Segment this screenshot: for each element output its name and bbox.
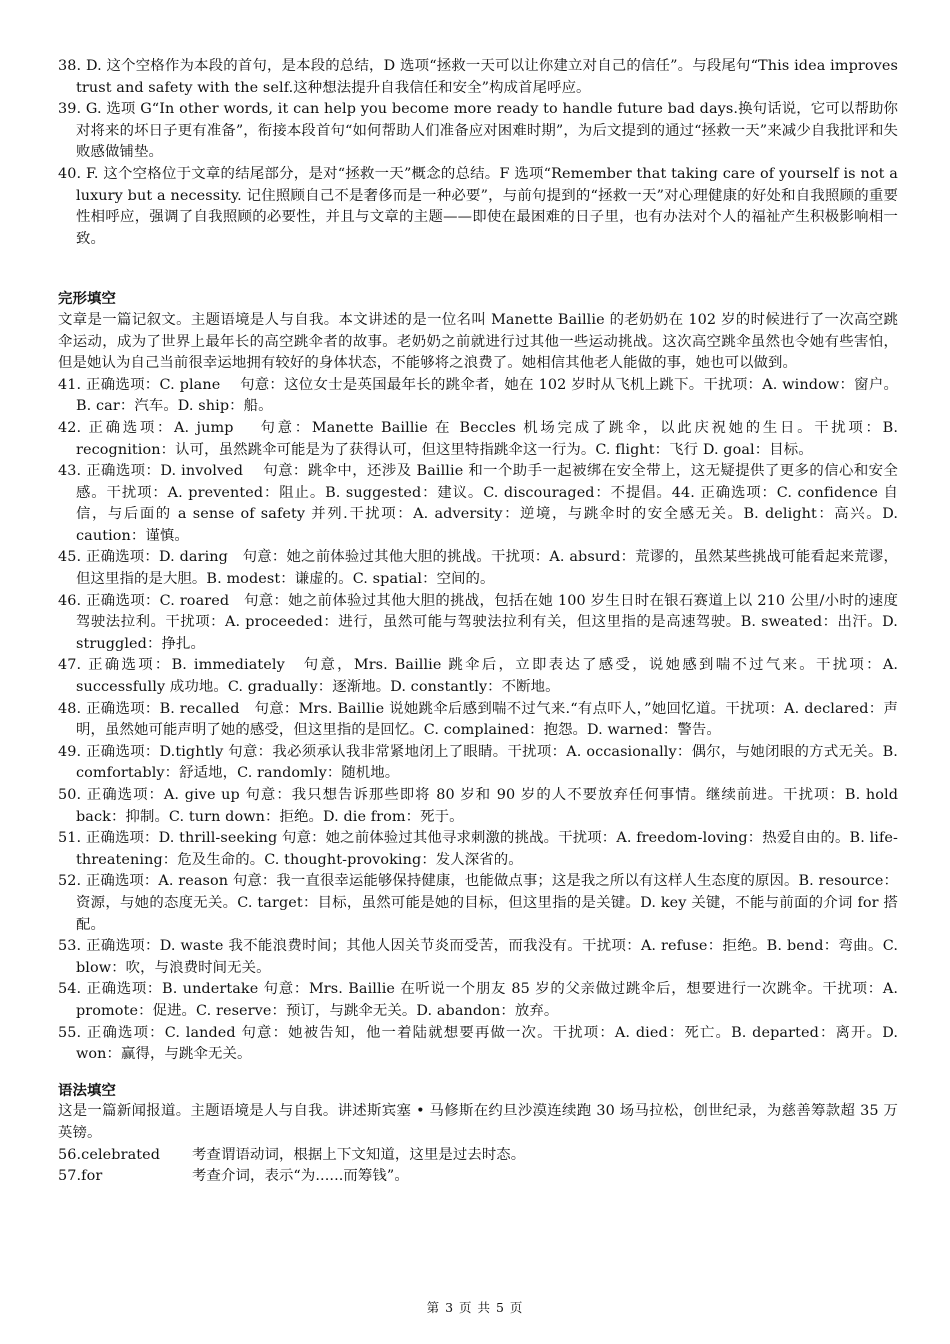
answer-50: 50. 正确选项：A. give up 句意：我只想告诉那些即将 80 岁和 90 岁的人不要放弃任何事情。继续前进。干扰项：B. hold back：抑制。C. turn down：拒绝。D. die from：死于。	[58, 787, 899, 825]
page-number: 第 3 页 共 5 页	[426, 1300, 524, 1315]
cloze-title: 完形填空	[58, 290, 116, 308]
answer-51: 51. 正确选项：D. thrill-seeking 句意：她之前体验过其他寻求刺激的挑战。干扰项：A. freedom-loving：热爱自由的。B. life-threatening：危及生命的。C. thought-provoking：发人深省的。	[58, 830, 898, 868]
grammar-section	[58, 1080, 898, 1188]
answer-39: 39. G. 选项 G“In other words, it can help you become more ready to handle future bad days.换句话说，它可以帮助你对将来的坏日子更有准备”，衔接本段首句“如何帮助人们准备应对困难时期”，为后文提到的通过“拯救一天”来减少自我批评和失败感做铺垫。	[58, 101, 898, 161]
answer-43-44: 43. 正确选项：D. involved 句意：跳伞中，还涉及 Baillie 和一个助手一起被绑在安全带上，这无疑提供了更多的信心和安全感。干扰项：A. prevented：阻止。B. suggested：建议。C. discouraged：不提倡。44. 正确选项：C. confidence 自信，与后面的 a sense of safety 并列.干扰项：A. adversity：逆境，与跳伞时的安全感无关。B. delight：高兴。D. caution：谨慎。	[58, 463, 898, 544]
answer-47: 47. 正确选项：B. immediately 句意，Mrs. Baillie 跳伞后，立即表达了感受，说她感到喘不过气来。干扰项：A. successfully 成功地。C. gradually：逐渐地。D. constantly：不断地。	[58, 657, 898, 696]
answer-48: 48. 正确选项：B. recalled 句意：Mrs. Baillie 说她跳伞后感到喘不过气来.“有点吓人，”她回忆道。干扰项：A. declared：声明，虽然她可能声明了她的感受，但这里指的是回忆。C. complained：抱怨。D. warned：警告。	[58, 700, 898, 739]
answer-49: 49. 正确选项：D.tightly 句意：我必须承认我非常紧地闭上了眼睛。干扰项：A. occasionally：偶尔，与她闭眼的方式无关。B. comfortably：舒适地，C. randomly：随机地。	[58, 743, 898, 782]
reading-answers	[58, 56, 898, 250]
grammar-key: 56.celebrated	[58, 1146, 161, 1163]
answer-46: 46. 正确选项：C. roared 句意：她之前体验过其他大胆的挑战，包括在她 100 岁生日时在银石赛道上以 210 公里/小时的速度驾驶法拉利。干扰项：A. proceeded：进行，虽然可能与驾驶法拉利有关，但这里指的是高速驾驶。B. sweated：出汗。D. struggled：挣扎。	[58, 592, 898, 652]
document-body	[58, 56, 898, 1188]
answer-45: 45. 正确选项：D. daring 句意：她之前体验过其他大胆的挑战。干扰项：A. absurd：荒谬的，虽然某些挑战可能看起来荒谬，但这里指的是大胆。B. modest：谦虚的。C. spatial：空间的。	[58, 549, 898, 588]
answer-55: 55. 正确选项：C. landed 句意：她被告知，他一着陆就想要再做一次。干扰项：A. died：死亡。B. departed：离开。D. won：赢得，与跳伞无关。	[58, 1024, 898, 1063]
answer-38: 38. D. 这个空格作为本段的首句，是本段的总结，D 选项“拯救一天可以让你建立对自己的信任”。与段尾句“This idea improves trust and safety with the self.这种想法提升自我信任和安全”构成首尾呼应。	[58, 58, 898, 96]
answer-41: 41. 正确选项：C. plane 句意：这位女士是英国最年长的跳伞者，她在 102 岁时从飞机上跳下。干扰项：A. window：窗户。B. car：汽车。D. ship：船。	[58, 376, 898, 415]
answer-42: 42. 正确选项：A. jump 句意：Manette Baillie 在 Beccles 机场完成了跳伞，以此庆祝她的生日。干扰项：B. recognition：认可，虽然跳伞可能是为了获得认可，但这里特指跳伞这一行为。C. flight：飞行 D. goal：目标。	[58, 419, 898, 458]
grammar-row-56	[58, 1145, 898, 1167]
grammar-row-57	[58, 1166, 898, 1188]
grammar-title: 语法填空	[58, 1081, 116, 1099]
cloze-section	[58, 288, 898, 1065]
grammar-key: 57.for	[58, 1168, 103, 1185]
grammar-explanation: 考查谓语动词，根据上下文知道，这里是过去时态。	[192, 1146, 526, 1163]
answer-54: 54. 正确选项：B. undertake 句意：Mrs. Baillie 在听说一个朋友 85 岁的父亲做过跳伞后，想要进行一次跳伞。干扰项：A. promote：促进。C. reserve：预订，与跳伞无关。D. abandon：放弃。	[58, 981, 898, 1019]
grammar-explanation: 考查介词，表示“为......而筹钱”。	[192, 1168, 409, 1185]
answer-53: 53. 正确选项：D. waste 我不能浪费时间；其他人因关节炎而受苦，而我没有。干扰项：A. refuse：拒绝。B. bend：弯曲。C. blow：吹，与浪费时间无关。	[58, 938, 898, 976]
cloze-intro: 文章是一篇记叙文。主题语境是人与自我。本文讲述的是一位名叫 Manette Baillie 的老奶奶在 102 岁的时候进行了一次高空跳伞运动，成为了世界上最年长的高空跳伞者的故事。老奶奶之前就进行过其他一些运动挑战。这次高空跳伞虽然也令她有些害怕，但是她认为自己当前很幸运地拥有较好的身体状态，不能够将之浪费了。她相信其他老人能做的事，她也可以做到。	[58, 311, 898, 372]
answer-52: 52. 正确选项：A. reason 句意：我一直很幸运能够保持健康，也能做点事；这是我之所以有这样人生态度的原因。B. resource：资源，与她的态度无关。C. target：目标，虽然可能是她的目标，但这里指的是关键。D. key 关键，不能与前面的介词 for 搭配。	[58, 873, 898, 933]
answer-40: 40. F. 这个空格位于文章的结尾部分，是对“拯救一天”概念的总结。F 选项“Remember that taking care of yourself is not a luxury but a necessity. 记住照顾自己不是奢侈而是一种必要”，与前句提到的“拯救一天”对心理健康的好处和自我照顾的重要性相呼应，强调了自我照顾的必要性，并且与文章的主题——即使在最困难的日子里，也有办法对个人的福祉产生积极影响相一致。	[58, 165, 898, 247]
grammar-intro: 这是一篇新闻报道。主题语境是人与自我。讲述斯宾塞 • 马修斯在约旦沙漠连续跑 30 场马拉松，创世纪录，为慈善筹款超 35 万英镑。	[58, 1103, 898, 1141]
